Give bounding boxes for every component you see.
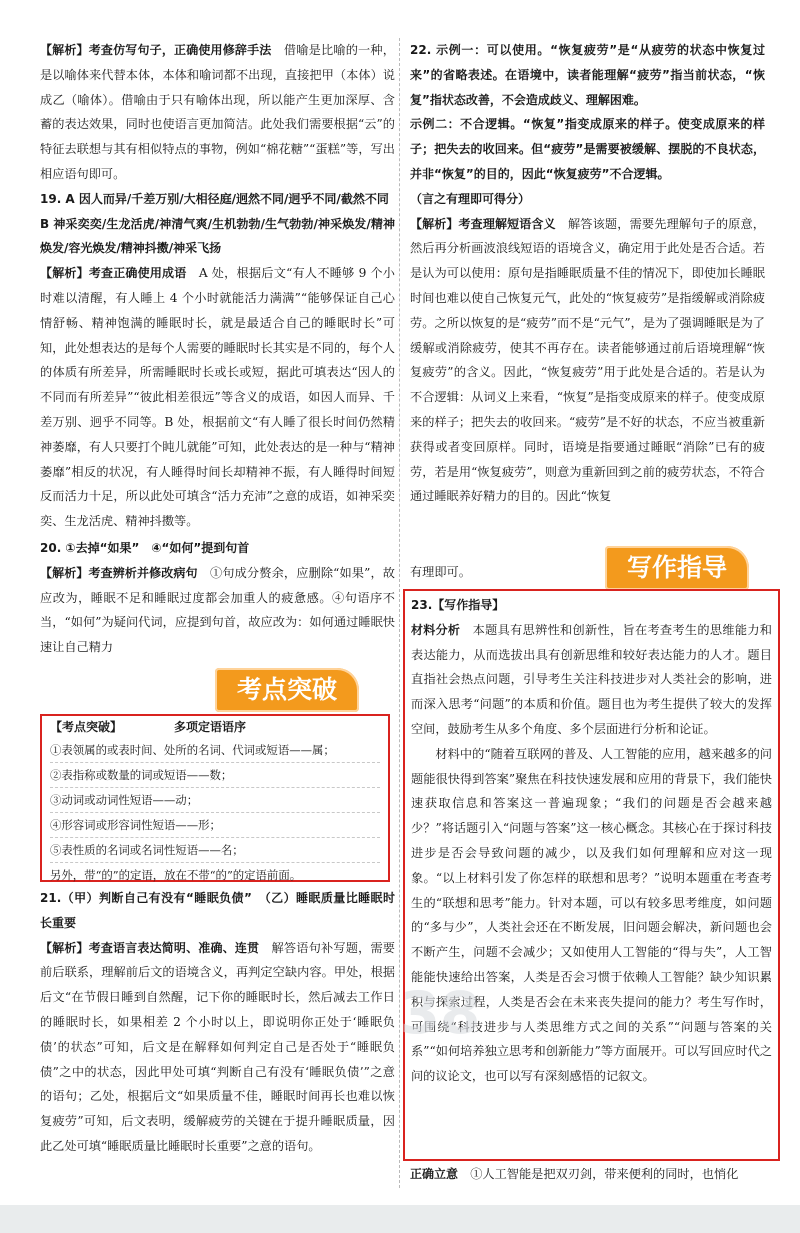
analysis-text: 解答语句补写题，需要前后联系，理解前后文的语境含义，再判定空缺内容。甲处，根据后文“在节假日睡到自然醒，记下你的睡眠时长，然后减去工作日的睡眠时长，如果相差 2 个小时以上，即说明你正处于‘睡眠负债’的状态”可知，后文是在解释如何判定自己是否处于“睡眠负债”之中的状态，因此甲处可填“判断自己有没有‘睡眠负债’”之意的语句；乙处，根据后文“如果质量不佳，睡眠时间再长也难以恢复疲劳”可知，后文表明，缓解疲劳的关键在于提升睡眠质量，因此乙处可填“睡眠质量比睡眠时长重要”之意的语句。 [40, 940, 395, 1153]
correct-theme [410, 1162, 765, 1187]
xiezuo-box [403, 589, 780, 1161]
kaodian-line: ③动词或动词性短语——动； [50, 788, 380, 813]
kaodian-line: ①表领属的或表时间、处所的名词、代词或短语——属； [50, 738, 380, 763]
bottom-strip [0, 1205, 800, 1233]
kaodian-line: ②表指称或数量的词或短语——数； [50, 763, 380, 788]
material-analysis-para2: 材料中的“随着互联网的普及、人工智能的应用，越来越多的问题能很快得到答案”聚焦在科技快速发展和应用的背景下，我们能快速获取信息和答案这一普遍现象；“我们的问题是否会越来越少？”将话题引入“问题与答案”这一核心概念。其核心在于探讨科技进步是否会导致问题的减少，以及我们如何理解和应对这一现象。“以上材料引发了你怎样的联想和思考？”说明本题重在考查考生的“联想和思考”能力。针对本题，可以有较多思考维度，如问题的“多与少”，人类社会还在不断发展，旧问题会解决，新问题也会不断产生，问题不会减少；又如使用人工智能的“得与失”，人工智能能快速给出答案，人类是否会习惯于依赖人工智能？缺少知识累积与探索过程，人类是否会在未来丧失提问的能力？考生写作时，可围绕“科技进步与人类思维方式之间的关系”“问题与答案的关系”“如何培养独立思考和创新能力”等方面展开。可以写回应时代之问的议论文，也可以写有深刻感悟的记叙文。 [411, 746, 772, 1084]
watermark-logo: 38 [399, 979, 481, 1047]
q19-answer-a: 19. A 因人而异/千差万别/大相径庭/迥然不同/迥乎不同/截然不同 [40, 191, 389, 206]
q22-example-1: 22. 示例一：可以使用。“恢复疲劳”是“从疲劳的状态中恢复过来”的省略表述。在语境中，读者能理解“疲劳”指当前状态，“恢复”指状态改善，不会造成歧义、理解困难。 [410, 43, 765, 107]
correct-theme-text: ①人工智能是把双刃剑，带来便利的同时，也悄化 [458, 1167, 739, 1181]
q22-note: （言之有理即可得分） [410, 191, 531, 206]
kaodian-line: ⑤表性质的名词或名词性短语——名； [50, 838, 380, 863]
material-analysis-text: 本题具有思辨性和创新性，旨在考查考生的思维能力和表达能力，从而选拔出具有创新思维和较好表达能力的人才。题目直指社会热点问题，引导考生关注科技进步对人类社会的影响，进而深入思考“问题”的本质和价值。题目也为考生提供了较大的发挥空间，鼓励考生从多个角度、多个层面进行分析和论证。 [411, 622, 772, 736]
correct-theme-tag: 正确立意 [410, 1167, 459, 1181]
analysis-tag: 【解析】考查理解短语含义 [410, 216, 556, 231]
analysis-tag: 【解析】考查仿写句子，正确使用修辞手法 [40, 43, 272, 57]
top-strip [0, 0, 800, 36]
analysis-tag: 【解析】考查语言表达简明、准确、连贯 [40, 940, 260, 955]
kaodian-title: 【考点突破】 多项定语语序 [50, 720, 247, 734]
analysis-tag: 【解析】考查辨析并修改病句 [40, 565, 198, 580]
q21-analysis [40, 936, 395, 1159]
analysis-text: 解答该题，需要先理解句子的原意，然后再分析画波浪线短语的语境含义，确定用于此处是否合适。若是认为可以使用：原句是指睡眠质量不佳的情况下，即使加长睡眠时间也难以使自己恢复元气，此处的“恢复疲劳”是指缓解或消除疲劳。之所以恢复的是“疲劳”而不是“元气”，是为了强调睡眠是为了缓解或消除疲劳，使其不再存在。读者能够通过前后语境理解“恢复疲劳”的含义。因此，“恢复疲劳”用于此处是合适的。若是认为不合逻辑：从词义上来看，“恢复”是指变成原来的样子。使变成原来的样子；把失去的收回来。“疲劳”是不好的状态，不应当被重新获得或者变回原样。同时，语境是指要通过睡眠“消除”已有的疲劳，若是用“恢复疲劳”，则意为重新回到之前的疲劳状态，不符合通过睡眠养好精力的目的。因此“恢复 [410, 216, 765, 504]
kaodian-subtitle: 多项定语语序 [174, 720, 247, 734]
analysis-text: ①句成分赘余，应删除“如果”，故应改为，睡眠不足和睡眠过度都会加重人的疲惫感。④句语序不当，“如何”为疑问代词，应提到句首，故应改为：如何通过睡眠快速让自己精力 [40, 565, 395, 655]
right-column [410, 38, 765, 546]
q18-analysis [40, 38, 395, 187]
q19-answer-b: B 神采奕奕/生龙活虎/神清气爽/生机勃勃/生气勃勃/神采焕发/精神焕发/容光焕发/精神抖擞/神采飞扬 [40, 216, 395, 256]
q22-example-2: 示例二：不合逻辑。“恢复”指变成原来的样子。使变成原来的样子；把失去的收回来。但“疲劳”是需要被缓解、摆脱的不良状态，并非“恢复”的目的，因此“恢复疲劳”不合逻辑。 [410, 117, 765, 181]
q22-tail: 有理即可。 [410, 565, 471, 579]
kaodian-tupo-box [40, 714, 390, 882]
q21-answer: 21.（甲）判断自己有没有“睡眠负债” （乙）睡眠质量比睡眠时长重要 [40, 891, 395, 930]
analysis-tag: 【解析】考查正确使用成语 [40, 266, 187, 281]
q23-heading: 23.【写作指导】 [411, 598, 505, 612]
q20-analysis [40, 561, 395, 660]
xiezuo-banner: 写作指导 [605, 546, 749, 590]
q19-analysis [40, 261, 395, 534]
material-analysis [411, 618, 772, 742]
analysis-text: 借喻是比喻的一种，是以喻体来代替本体，本体和喻词都不出现，直接把甲（本体）说成乙（喻体）。借喻由于只有喻体出现，所以能产生更加深厚、含蓄的表达效果，同时也使语言更加简洁。此处我们需要根据“云”的特征去联想与其有相似特点的事物，例如“棉花糖”“蛋糕”等，写出相应语句即可。 [40, 43, 395, 181]
analysis-text: A 处，根据后文“有人不睡够 9 个小时难以清醒，有人睡上 4 个小时就能活力满满”“能够保证自己心情舒畅、精神饱满的睡眠时长，就是最适合自己的睡眠时长”可知，此处想表达的是每个人需要的睡眠时长其实是不同的，每个人的体质有所差异，所需睡眠时长或长或短，据此可填表达“因人的不同而有所差异”“彼此相差很远”等含义的成语，如因人而异、千差万别、迥乎不同等。B 处，根据前文“有人睡了很长时间仍然精神萎靡，有人只要打个盹儿就能”可知，此处表达的是一种与“精神萎靡”相反的状况，有人睡得时间长却精神不振，有人睡得时间短反而活力十足，所以此处可填含“活力充沛”之意的成语，如神采奕奕、生龙活虎、精神抖擞等。 [40, 266, 395, 529]
answer-page [40, 38, 780, 1198]
left-column [40, 38, 395, 660]
left-column-lower [40, 886, 395, 1159]
q20-answer: 20. ①去掉“如果” ④“如何”提到句首 [40, 540, 250, 555]
kaodian-line: ④形容词或形容词性短语——形； [50, 813, 380, 838]
material-analysis-tag: 材料分析 [411, 622, 461, 637]
kaodian-banner: 考点突破 [215, 668, 359, 712]
q22-analysis [410, 212, 765, 510]
kaodian-line: 另外，带“的”的定语，放在不带“的”的定语前面。 [50, 868, 302, 882]
